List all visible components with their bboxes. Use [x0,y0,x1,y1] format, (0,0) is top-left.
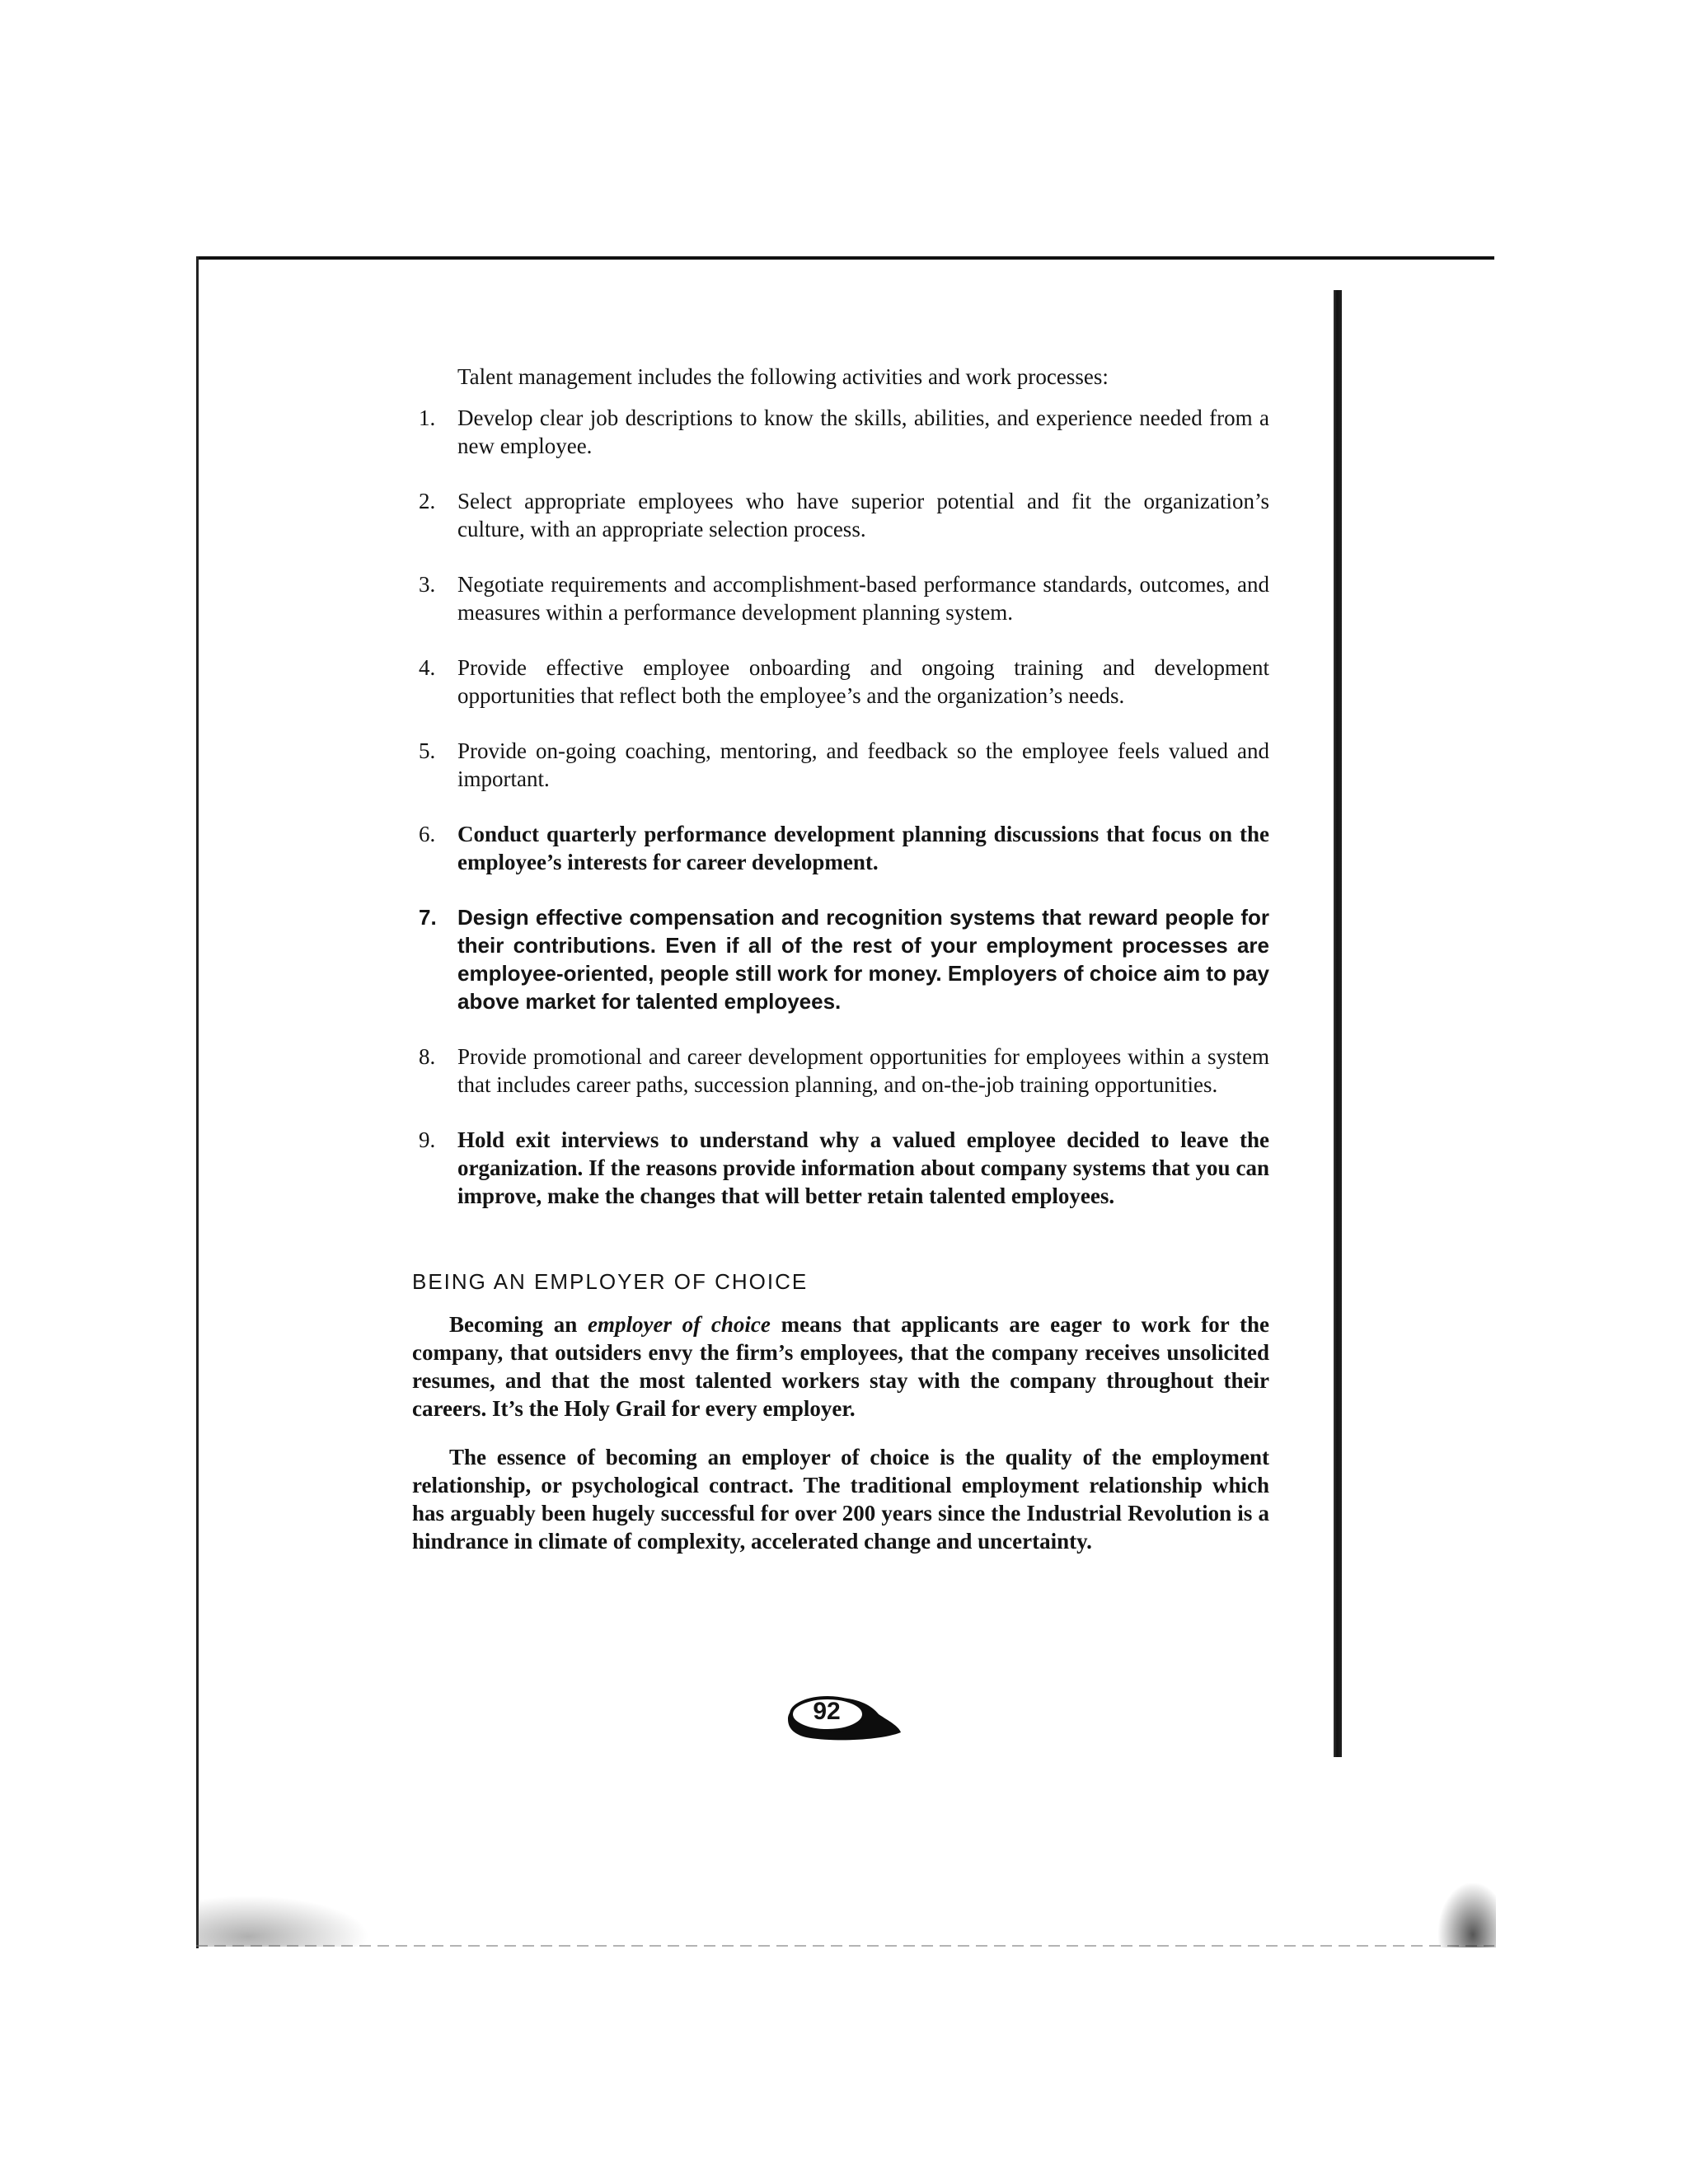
list-item [412,404,1269,460]
list-item-number: 6. [419,822,436,846]
list-item-number: 7. [419,905,437,930]
scan-smudge-right [1438,1883,1496,1947]
scan-right-binding-bar [1334,290,1342,1757]
list-item [412,820,1269,876]
paragraph-emphasis: employer of choice [587,1312,771,1337]
list-item [412,1126,1269,1210]
paragraph-text-after: means that applicants are eager to work for the company, that outsiders envy the firm’s employees, that the company receives unsolicited resumes, and that the most talented workers stay with the company throughout their careers. It’s the Holy Grail for every employer. [412,1312,1269,1421]
paragraph-text-before: Becoming an [449,1312,588,1337]
list-item-number: 5. [419,738,436,763]
list-item-text: Provide promotional and career development opportunities for employees within a system that includes career paths, succession planning, and on-the-job training opportunities. [457,1044,1269,1097]
page-number-badge [781,1690,905,1747]
list-item-text: Hold exit interviews to understand why a valued employee decided to leave the organization. If the reasons provide information about company systems that you can improve, make the changes that will better retain talented employees. [457,1127,1269,1208]
list-item-text: Select appropriate employees who have superior potential and fit the organization’s culture, with an appropriate selection process. [457,489,1269,541]
section-heading: BEING AN EMPLOYER OF CHOICE [412,1269,809,1294]
scan-bottom-rule [196,1945,1494,1947]
list-item-text: Provide effective employee onboarding and ongoing training and development opportunities that reflect both the employee’s and the organization’s needs. [457,655,1269,708]
list-item [412,654,1269,710]
paragraph-essence: The essence of becoming an employer of choice is the quality of the employment relationship, or psychological contract. The traditional employment relationship which has arguably been hugely successful for over 200 years since the Industrial Revolution is a hindrance in climate of complexity, accelerated change and uncertainty. [412,1445,1269,1554]
list-item-text: Develop clear job descriptions to know the skills, abilities, and experience needed from a new employee. [457,405,1269,458]
list-item-text: Conduct quarterly performance development planning discussions that focus on the employee’s interests for career development. [457,822,1269,874]
list-item-text: Design effective compensation and recognition systems that reward people for their contributions. Even if all of the rest of your employment processes are employee-oriented, people still work for money. Employers of choice aim to pay above market for talented employees. [457,905,1269,1014]
scan-smudge-left [196,1896,369,1947]
list-item [412,570,1269,626]
list-item-number: 3. [419,572,436,597]
list-item-number: 8. [419,1044,436,1069]
list-item-number: 1. [419,405,436,430]
scan-left-rule [196,256,199,1948]
list-item-number: 9. [419,1127,436,1152]
list-item [412,487,1269,543]
list-item [412,903,1269,1015]
list-item-number: 4. [419,655,436,680]
paragraph-employer-of-choice [412,1310,1269,1422]
list-item-number: 2. [419,489,436,513]
page-number: 92 [813,1698,841,1725]
page-content [412,363,1269,1576]
scan-top-rule [196,256,1494,260]
list-item [412,737,1269,793]
list-item-text: Negotiate requirements and accomplishment-based performance standards, outcomes, and measures within a performance development planning system. [457,572,1269,625]
list-item-text: Provide on-going coaching, mentoring, and feedback so the employee feels valued and important. [457,738,1269,791]
intro-text: Talent management includes the following activities and work processes: [457,364,1109,389]
activities-list [412,404,1269,1210]
list-item [412,1043,1269,1099]
